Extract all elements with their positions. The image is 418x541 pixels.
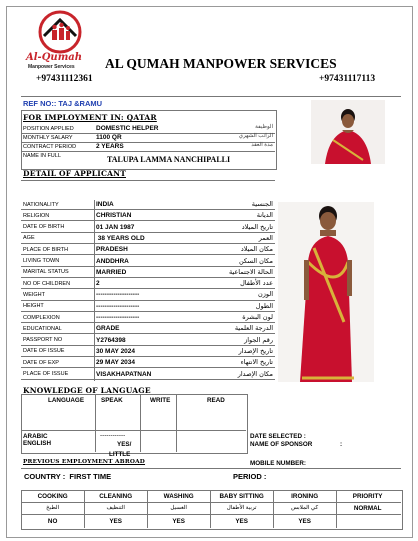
- row-arabic: الجنسية: [251, 200, 273, 208]
- skill-arabic: NORMAL: [353, 505, 382, 512]
- applicant-row: [21, 211, 275, 221]
- lang-header-speak: SPEAK: [101, 397, 123, 404]
- row-value: 01 JAN 1987: [96, 223, 135, 231]
- applicant-row: [21, 245, 275, 255]
- row-label: NO OF CHILDREN: [23, 280, 71, 287]
- sponsor-colon: :: [340, 441, 343, 448]
- applicant-title: DETAIL OF APPLICANT: [23, 169, 126, 178]
- full-name: TALUPA LAMMA NANCHIPALLI: [107, 155, 231, 164]
- row-arabic: الديانة: [256, 211, 273, 220]
- row-label: RELIGION: [23, 212, 50, 219]
- row-arabic: الطول: [255, 301, 273, 310]
- previous-country: COUNTRY : FIRST TIME: [24, 472, 112, 481]
- applicant-row: [21, 313, 275, 323]
- row-label: EDUCATIONAL: [23, 325, 62, 332]
- ref-number: REF NO:: TAJ &RAMU: [23, 99, 103, 108]
- lang-english-speak: YES/: [117, 441, 132, 448]
- skill-arabic: كي الملابس: [291, 505, 319, 511]
- skill-value: YES: [298, 518, 311, 525]
- row-value: Y2764398: [96, 336, 126, 344]
- row-label: LIVING TOWN: [23, 258, 60, 264]
- employment-title: FOR IMPLOYMENT IN: QATAR: [23, 113, 157, 122]
- applicant-row: [21, 370, 275, 380]
- lang-english-speak-2: LITTLE: [109, 451, 131, 458]
- phone-right: +97431117113: [319, 74, 376, 84]
- row-arabic: مكان الإصدار: [237, 369, 273, 378]
- skill-value: YES: [109, 518, 122, 525]
- applicant-row: [21, 336, 275, 346]
- row-value: 2: [96, 280, 100, 288]
- row-arabic: تاريخ الميلاد: [241, 222, 273, 231]
- applicant-row: [21, 279, 275, 289]
- row-arabic: الوزن: [257, 290, 273, 299]
- row-value: 38 YEARS OLD: [96, 234, 145, 242]
- lang-header-language: LANGUAGE: [48, 397, 85, 404]
- skill-header: WASHING: [163, 493, 194, 500]
- row-label: DATE OF BIRTH: [23, 224, 65, 231]
- row-arabic: العمر: [258, 233, 273, 242]
- skill-value: YES: [172, 518, 185, 525]
- row-arabic: الدرجة العلمية: [234, 324, 273, 333]
- row-arabic: تاريخ الانتهاء: [240, 358, 273, 367]
- skill-arabic: التنظيف: [106, 505, 125, 511]
- row-value: --------------------: [96, 291, 140, 299]
- applicant-row: [21, 347, 275, 357]
- row-label: AGE: [23, 235, 35, 242]
- skill-arabic: الطبخ: [46, 505, 60, 511]
- applicant-row: [21, 257, 275, 267]
- row-label: NATIONALITY: [23, 201, 59, 208]
- row-label: POSITION APPLIED: [23, 125, 74, 132]
- row-label: NAME IN FULL: [23, 152, 61, 159]
- lang-header-read: READ: [207, 397, 225, 404]
- row-label: DATE OF ISSUE: [23, 348, 65, 355]
- row-arabic: الحالة الاجتماعية: [228, 267, 273, 276]
- logo-name: Al-Qumah: [26, 52, 83, 63]
- row-value: 29 MAY 2034: [96, 359, 136, 367]
- row-value: PRADESH: [96, 246, 128, 254]
- lang-english: ENGLISH: [23, 440, 51, 447]
- skill-header: BABY SITTING: [219, 493, 264, 500]
- lang-header-write: WRITE: [150, 397, 171, 404]
- row-value: --------------------: [96, 302, 140, 310]
- applicant-row: [21, 200, 275, 210]
- row-arabic: تاريخ الإصدار: [238, 346, 273, 355]
- row-arabic: عدد الأطفال: [240, 279, 273, 288]
- row-label: PASSPORT NO: [23, 337, 63, 344]
- skill-arabic: الغسيل: [170, 505, 187, 511]
- skill-header: PRIORITY: [352, 493, 383, 500]
- row-value: CHRISTIAN: [96, 212, 132, 220]
- row-value: 2 YEARS: [96, 143, 124, 150]
- applicant-row: [21, 290, 275, 300]
- row-label: WEIGHT: [23, 291, 45, 298]
- lang-arabic-speak: ------------: [100, 432, 126, 439]
- date-selected: DATE SELECTED :: [250, 433, 306, 440]
- sponsor-label: NAME OF SPONSOR: [250, 441, 313, 448]
- mobile-number: MOBILE NUMBER:: [250, 460, 306, 467]
- row-value: MARRIED: [96, 268, 127, 276]
- skill-header: COOKING: [37, 493, 68, 500]
- company-name: AL QUMAH MANPOWER SERVICES: [105, 56, 337, 71]
- previous-period: PERIOD :: [233, 472, 267, 481]
- applicant-row: [21, 358, 275, 368]
- skill-arabic: تربية الأطفال: [226, 505, 257, 511]
- applicant-row: [21, 324, 275, 334]
- row-arabic: الوظيفة: [255, 124, 273, 130]
- applicant-row: [21, 268, 275, 278]
- row-arabic: لون البشرة: [242, 313, 273, 321]
- row-arabic: الراتب الشهري: [238, 133, 273, 139]
- row-label: CONTRACT PERIOD: [23, 143, 77, 150]
- row-label: DATE OF EXP: [23, 359, 59, 366]
- lang-arabic: ARABIC: [23, 433, 48, 440]
- applicant-photo-small: [311, 100, 385, 164]
- row-value: 30 MAY 2024: [96, 347, 136, 355]
- row-value: DOMESTIC HELPER: [96, 125, 159, 132]
- skill-header: CLEANING: [99, 493, 133, 500]
- row-label: PLACE OF ISSUE: [23, 371, 69, 377]
- previous-title: PREVIOUS EMPLOYMENT ABROAD: [23, 459, 146, 465]
- applicant-row: [21, 234, 275, 244]
- language-title: KNOWLEDGE OF LANGUAGE: [23, 386, 151, 395]
- applicant-row: [21, 223, 275, 233]
- row-value: 1100 QR: [96, 134, 122, 141]
- company-logo: [22, 10, 98, 70]
- phone-left: +97431112361: [36, 74, 93, 84]
- row-value: --------------------: [96, 314, 140, 321]
- row-arabic: مكان السكن: [238, 256, 273, 265]
- skill-header: IRONING: [291, 493, 319, 500]
- row-value: VISAKHAPATNAN: [96, 370, 152, 378]
- row-value: GRADE: [96, 325, 120, 333]
- applicant-photo-full: [278, 202, 374, 382]
- skill-value: NO: [47, 518, 58, 525]
- row-label: MARITAL STATUS: [23, 269, 69, 276]
- row-label: COMPLEXION: [23, 314, 60, 321]
- row-arabic: مدة العقد: [251, 142, 273, 148]
- row-label: MONTHLY SALARY: [23, 134, 73, 141]
- row-arabic: مكان الميلاد: [240, 245, 273, 254]
- row-arabic: رقم الجواز: [244, 335, 273, 344]
- skill-value: YES: [235, 518, 248, 525]
- applicant-row: [21, 302, 275, 312]
- row-value: ANDDHRA: [96, 257, 129, 265]
- row-label: PLACE OF BIRTH: [23, 246, 69, 253]
- row-value: INDIA: [96, 201, 114, 208]
- logo-subtitle: Manpower Services: [28, 64, 75, 70]
- row-label: HEIGHT: [23, 303, 44, 310]
